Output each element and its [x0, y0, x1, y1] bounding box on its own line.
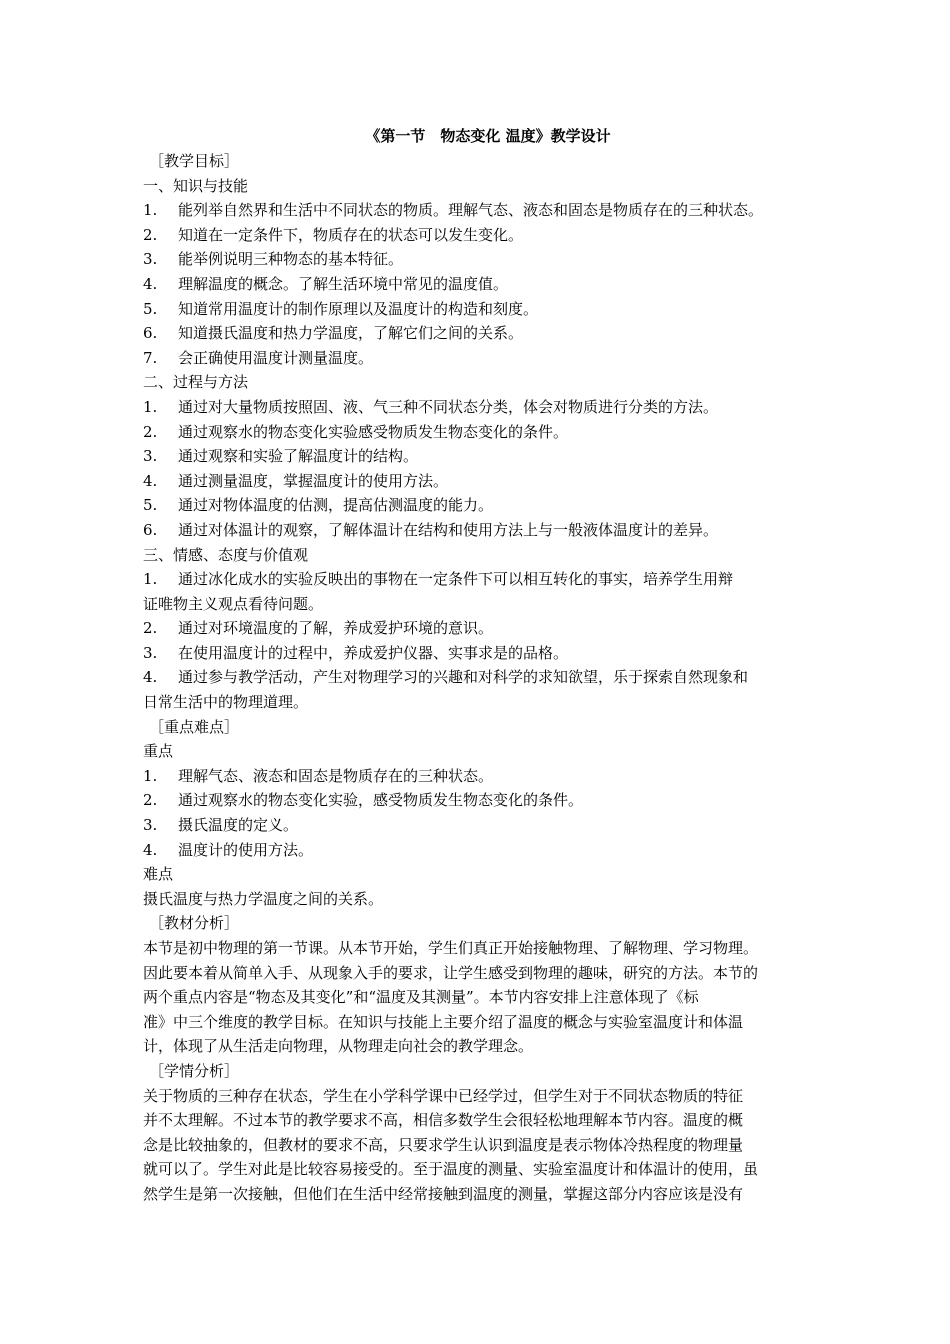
- list-item-continuation: 证唯物主义观点看待问题。: [143, 594, 324, 613]
- list-item: 6. 知道摄氏温度和热力学温度，了解它们之间的关系。: [143, 324, 524, 343]
- process-list: [143, 395, 813, 543]
- paragraph-line: 计，体现了从生活走向物理，从物理走向社会的教学理念。: [143, 1037, 534, 1056]
- section-heading-learners: ［学情分析］: [149, 1061, 240, 1080]
- difficult-text: 摄氏温度与热力学温度之间的关系。: [143, 889, 384, 908]
- paragraph-line: 并不太理解。不过本节的教学要求不高，相信多数学生会很轻松地理解本节内容。温度的概: [143, 1111, 744, 1130]
- emotion-list: [143, 567, 813, 715]
- list-item: 4. 通过测量温度，掌握温度计的使用方法。: [143, 471, 449, 490]
- list-item: 1. 能列举自然界和生活中不同状态的物质。理解气态、液态和固态是物质存在的三种状态。: [143, 201, 764, 220]
- subheading-process: 二、过程与方法: [143, 373, 249, 392]
- paragraph-line: 准》中三个维度的教学目标。在知识与技能上主要介绍了温度的概念与实验室温度计和体温: [143, 1012, 744, 1031]
- list-item: 4. 温度计的使用方法。: [143, 840, 314, 859]
- paragraph-line: 关于物质的三种存在状态，学生在小学科学课中已经学过，但学生对于不同状态物质的特征: [143, 1086, 744, 1105]
- section-heading-key-points: ［重点难点］: [149, 717, 240, 736]
- knowledge-list: [143, 198, 813, 370]
- list-item: 2. 通过观察水的物态变化实验，感受物质发生物态变化的条件。: [143, 791, 584, 810]
- material-paragraph: [143, 936, 813, 1059]
- list-item: 4. 理解温度的概念。了解生活环境中常见的温度值。: [143, 274, 509, 293]
- paragraph-line: 就可以了。学生对此是比较容易接受的。至于温度的测量、实验室温度计和体温计的使用，虽: [143, 1160, 759, 1179]
- list-item: 5. 知道常用温度计的制作原理以及温度计的构造和刻度。: [143, 299, 539, 318]
- learners-paragraph: [143, 1084, 813, 1207]
- section-heading-goals: ［教学目标］: [149, 152, 240, 170]
- list-item: 5. 通过对物体温度的估测，提高估测温度的能力。: [143, 496, 494, 515]
- paragraph-line: 念是比较抽象的，但教材的要求不高，只要求学生认识到温度是表示物体冷热程度的物理量: [143, 1135, 744, 1154]
- list-item: 3. 摄氏温度的定义。: [143, 816, 299, 835]
- list-item-continuation: 日常生活中的物理道理。: [143, 693, 309, 712]
- list-item: 6. 通过对体温计的观察，了解体温计在结构和使用方法上与一般液体温度计的差异。: [143, 520, 719, 539]
- list-item: 3. 通过观察和实验了解温度计的结构。: [143, 447, 419, 466]
- paragraph-line: 本节是初中物理的第一节课。从本节开始，学生们真正开始接触物理、了解物理、学习物理。: [143, 939, 759, 957]
- list-item: 1. 通过冰化成水的实验反映出的事物在一定条件下可以相互转化的事实，培养学生用辩: [143, 570, 734, 589]
- subheading-knowledge: 一、知识与技能: [143, 176, 249, 195]
- list-item: 7. 会正确使用温度计测量温度。: [143, 348, 374, 367]
- document-page: [143, 124, 813, 1207]
- paragraph-line: 两个重点内容是“物态及其变化”和“温度及其测量”。本节内容安排上注意体现了《标: [143, 988, 699, 1007]
- list-item: 3. 能举例说明三种物态的基本特征。: [143, 250, 404, 269]
- subheading-emotion: 三、情感、态度与价值观: [143, 545, 309, 564]
- subheading-difficult: 难点: [143, 865, 174, 884]
- list-item: 2. 知道在一定条件下，物质存在的状态可以发生变化。: [143, 225, 524, 244]
- list-item: 4. 通过参与教学活动，产生对物理学习的兴趣和对科学的求知欲望，乐于探索自然现象和: [143, 668, 749, 687]
- section-heading-material: ［教材分析］: [149, 914, 240, 933]
- list-item: 2. 通过对环境温度的了解，养成爱护环境的意识。: [143, 619, 494, 638]
- list-item: 1. 通过对大量物质按照固、液、气三种不同状态分类，体会对物质进行分类的方法。: [143, 397, 719, 416]
- list-item: 3. 在使用温度计的过程中，养成爱护仪器、实事求是的品格。: [143, 643, 569, 662]
- list-item: 1. 理解气态、液态和固态是物质存在的三种状态。: [143, 766, 494, 785]
- list-item: 2. 通过观察水的物态变化实验感受物质发生物态变化的条件。: [143, 422, 569, 441]
- subheading-key: 重点: [143, 742, 174, 761]
- paragraph-line: 因此要本着从简单入手、从现象入手的要求，让学生感受到物理的趣味，研究的方法。本节的: [143, 963, 759, 982]
- paragraph-line: 然学生是第一次接触，但他们在生活中经常接触到温度的测量，掌握这部分内容应该是没有: [143, 1184, 744, 1203]
- document-title: 《第一节 物态变化 温度》教学设计: [365, 127, 611, 145]
- key-list: [143, 764, 813, 862]
